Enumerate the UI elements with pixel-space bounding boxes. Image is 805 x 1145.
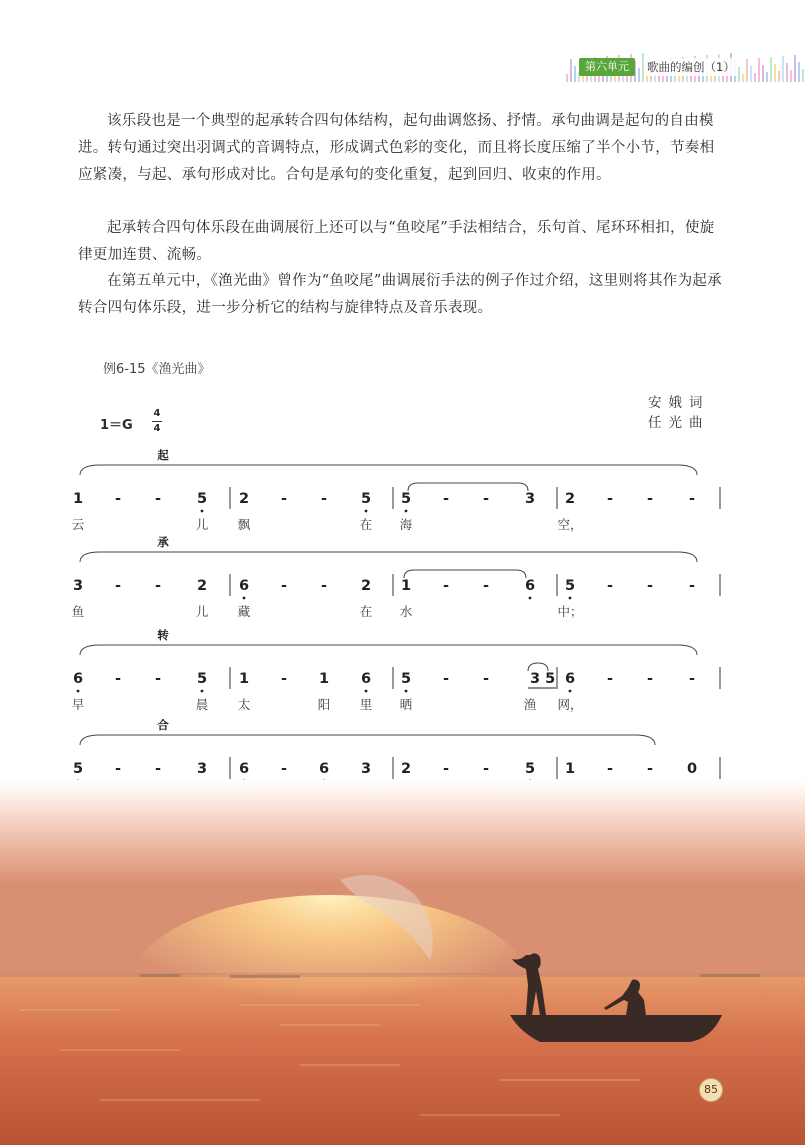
note: 5 [524, 761, 536, 777]
tie-arc [404, 570, 526, 578]
octave-dot [243, 597, 246, 600]
octave-dot [405, 510, 408, 513]
paragraph-1: 该乐段也是一个典型的起承转合四句体结构，起句曲调悠扬、抒情。承句曲调是起句的自由模进。转句通过突出羽调式的音调特点，形成调式色彩的变化，而且将长度压缩了半个小节，节奏相应紧凑，与起、承句形成对比。合句是承句的变化重复，起到回归、收束的作用。 [78, 113, 715, 183]
section-label: 承 [157, 535, 169, 549]
lyric: 藏 [237, 604, 251, 619]
octave-dot [365, 690, 368, 693]
note: 5 [400, 671, 412, 687]
lyric: 里 [359, 697, 373, 712]
lyric: 晨 [195, 697, 209, 712]
lyric: 空， [557, 517, 583, 532]
note: - [606, 578, 614, 594]
note: 2 [238, 491, 250, 507]
note: - [114, 491, 122, 507]
note: - [688, 491, 696, 507]
note: 6 [564, 671, 576, 687]
unit-badge: 第六单元 [579, 58, 635, 76]
octave-dot [529, 597, 532, 600]
phrase-arc [80, 735, 655, 745]
note: 3 [72, 578, 84, 594]
note: 6 [238, 578, 250, 594]
note: 1 [238, 671, 250, 687]
note: 0 [686, 761, 698, 777]
example-label: 例6-15《渔光曲》 [103, 362, 211, 377]
note: 3 5 [530, 671, 556, 687]
lyric: 海 [399, 517, 413, 532]
lyric: 水 [399, 604, 413, 619]
note: 6 [238, 761, 250, 777]
time-signature-top: 4 [153, 408, 161, 419]
lyric: 渔 [523, 697, 537, 712]
lyric: 飘 [237, 517, 251, 532]
note: - [320, 491, 328, 507]
note: - [114, 671, 122, 687]
octave-dot [77, 690, 80, 693]
page-header [0, 52, 805, 82]
note: 5 [72, 761, 84, 777]
note: 6 [524, 578, 536, 594]
note: 6 [360, 671, 372, 687]
key-signature: 1＝G [100, 418, 133, 433]
lyric: 早 [71, 697, 85, 712]
lyric: 中； [557, 604, 583, 619]
note: - [154, 761, 162, 777]
note: 3 [360, 761, 372, 777]
note: - [442, 578, 450, 594]
paragraph-2: 起承转合四句体乐段在曲调展衍上还可以与“鱼咬尾”手法相结合，乐句首、尾环环相扣，使旋律更加连贯、流畅。 [78, 220, 715, 263]
note: 5 [400, 491, 412, 507]
note: - [482, 491, 490, 507]
note: 3 [524, 491, 536, 507]
note: 2 [400, 761, 412, 777]
section-label: 起 [157, 448, 169, 462]
note: - [154, 671, 162, 687]
phrase-arc [80, 645, 697, 655]
lyric: 在 [359, 604, 373, 619]
lyric: 太 [237, 697, 251, 712]
lyric: 儿 [195, 604, 209, 619]
note: - [482, 671, 490, 687]
note: - [114, 578, 122, 594]
unit-title: 歌曲的编创（1） [644, 58, 738, 76]
note: 5 [196, 671, 208, 687]
note: 5 [360, 491, 372, 507]
octave-dot [569, 690, 572, 693]
note: 2 [564, 491, 576, 507]
octave-dot [569, 597, 572, 600]
lyric: 儿 [195, 517, 209, 532]
note: - [646, 491, 654, 507]
note: - [442, 761, 450, 777]
note: - [606, 491, 614, 507]
note: - [154, 578, 162, 594]
note: 6 [72, 671, 84, 687]
note: - [646, 578, 654, 594]
note: - [280, 578, 288, 594]
note: - [114, 761, 122, 777]
note: - [280, 491, 288, 507]
note: - [154, 491, 162, 507]
lyric: 鱼 [71, 604, 85, 619]
lyric: 晒 [399, 697, 413, 712]
note: - [482, 761, 490, 777]
sunset-illustration [0, 780, 805, 1145]
phrase-arc [80, 552, 697, 562]
note: - [280, 761, 288, 777]
note: - [606, 671, 614, 687]
lyricist-credit: 安娥词 [648, 395, 710, 411]
paragraph-3: 在第五单元中，《渔光曲》曾作为“鱼咬尾”曲调展衍手法的例子作过介绍，这里则将其作为起承转合四句体乐段，进一步分析它的结构与旋律特点及音乐表现。 [78, 273, 722, 316]
octave-dot [201, 690, 204, 693]
lyric: 网， [557, 697, 583, 712]
note: - [606, 761, 614, 777]
note: 2 [196, 578, 208, 594]
lyric: 在 [359, 517, 373, 532]
page-number: 85 [699, 1078, 723, 1102]
section-label: 合 [157, 718, 169, 732]
note: - [688, 671, 696, 687]
note: 2 [360, 578, 372, 594]
credits [648, 393, 728, 433]
note: - [280, 671, 288, 687]
octave-dot [201, 510, 204, 513]
sunset-fishing-scene [0, 780, 805, 1145]
tie-arc [408, 483, 528, 491]
section-label: 转 [157, 628, 169, 642]
note: - [320, 578, 328, 594]
octave-dot [405, 690, 408, 693]
note: 5 [564, 578, 576, 594]
note: 5 [196, 491, 208, 507]
phrase-arc [80, 465, 697, 475]
tie-arc [528, 663, 548, 671]
note: 1 [400, 578, 412, 594]
note: 1 [318, 671, 330, 687]
composer-credit: 任光曲 [648, 415, 710, 431]
octave-dot [365, 510, 368, 513]
note: - [442, 491, 450, 507]
note: - [442, 671, 450, 687]
note: 3 [196, 761, 208, 777]
lyric: 阳 [317, 697, 331, 712]
note: - [688, 578, 696, 594]
note: 6 [318, 761, 330, 777]
lyric: 云 [71, 517, 85, 532]
time-signature-bottom: 4 [153, 423, 161, 434]
note: - [646, 671, 654, 687]
time-signature [152, 408, 162, 435]
note: 1 [72, 491, 84, 507]
note: - [646, 761, 654, 777]
note: - [482, 578, 490, 594]
note: 1 [564, 761, 576, 777]
